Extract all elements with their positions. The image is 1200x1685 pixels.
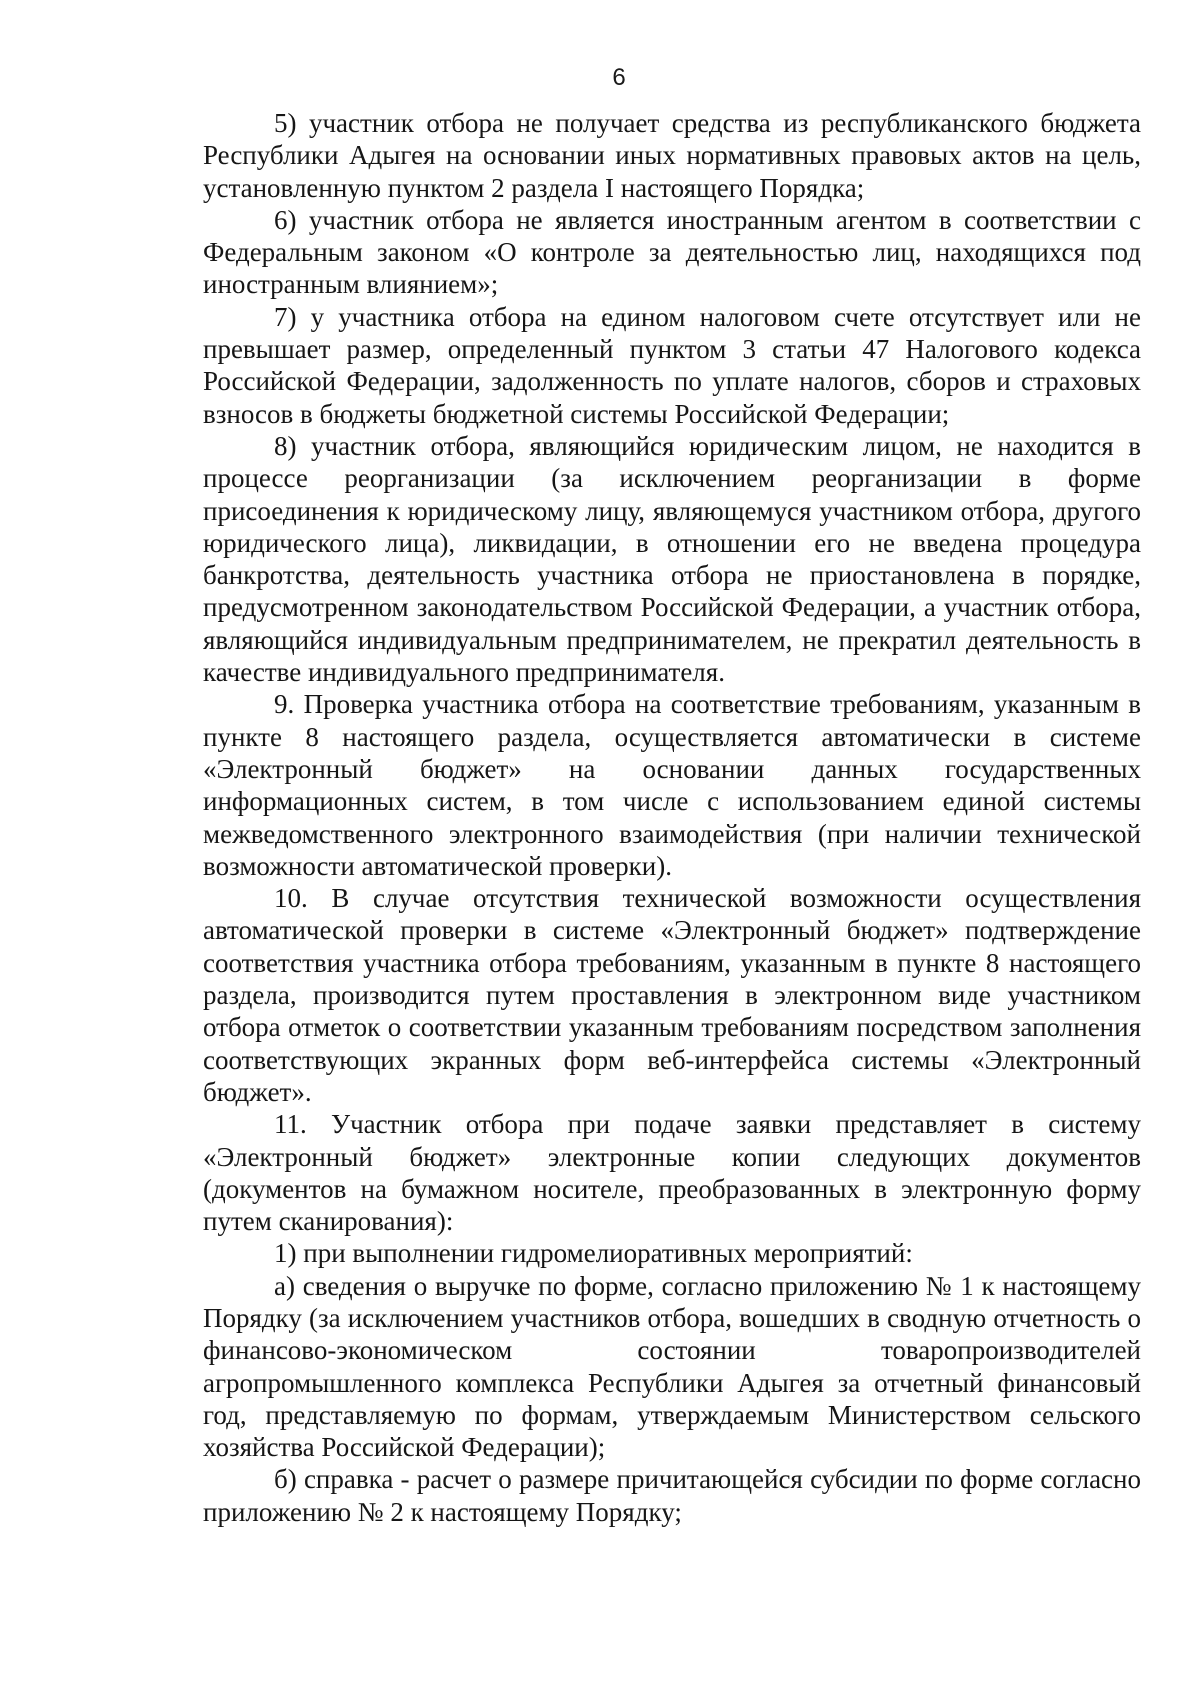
paragraph-clause-11-item-1: 1) при выполнении гидромелиоративных мероприятий: (274, 1238, 913, 1269)
paragraph-item-7: 7) у участника отбора на едином налоговом счете отсутствует или не превышает размер, определенный пунктом 3 статьи 47 Налогового кодекса Российской Федерации, задолженность по уплате налогов, сборов и страховых взносов в бюджеты бюджетной системы Российской Федерации; (203, 301, 1141, 429)
paragraph-clause-10: 10. В случае отсутствия технической возможности осуществления автоматической проверки в системе «Электронный бюджет» подтверждение соответствия участника отбора требованиям, указанным в пункте 8 настоящего раздела, производится путем проставления в электронном виде участником отбора отметок о соответствии указанным требованиям посредством заполнения соответствующих экранных форм веб-интерфейса системы «Электронный бюджет». (203, 883, 1141, 1107)
paragraph-item-5: 5) участник отбора не получает средства из республиканского бюджета Республики Адыгея на основании иных нормативных правовых актов на цель, установленную пунктом 2 раздела I настоящего Порядка; (203, 108, 1141, 203)
paragraph-item-6: 6) участник отбора не является иностранным агентом в соответствии с Федеральным законом «О контроле за деятельностью лиц, находящихся под иностранным влиянием»; (203, 204, 1141, 300)
paragraph-clause-9: 9. Проверка участника отбора на соответствие требованиям, указанным в пункте 8 настоящего раздела, осуществляется автоматически в системе «Электронный бюджет» на основании данных государственных информационных систем, в том числе с использованием единой системы межведомственного электронного взаимодействия (при наличии технической возможности автоматической проверки). (203, 689, 1141, 881)
paragraph-item-8: 8) участник отбора, являющийся юридическим лицом, не находится в процессе реорганизации (за исключением реорганизации в форме присоединения к юридическому лицу, являющемуся участником отбора, другого юридического лица), ликвидации, в отношении его не введена процедура банкротства, деятельность участника отбора не приостановлена в порядке, предусмотренном законодательством Российской Федерации, а участник отбора, являющийся индивидуальным предпринимателем, не прекратил деятельность в качестве индивидуального предпринимателя. (203, 430, 1141, 688)
page-number: 6 (612, 64, 626, 91)
paragraph-clause-11-item-1a: а) сведения о выручке по форме, согласно приложению № 1 к настоящему Порядку (за исключением участников отбора, вошедших в сводную отчетность о финансово-экономическом состоянии товаропроизводителей агропромышленного комплекса Республики Адыгея за отчетный финансовый год, представляемую по формам, утверждаемым Министерством сельского хозяйства Российской Федерации); (203, 1270, 1141, 1463)
document-body (203, 107, 1141, 1528)
paragraph-clause-11: 11. Участник отбора при подаче заявки представляет в систему «Электронный бюджет» электронные копии следующих документов (документов на бумажном носителе, преобразованных в электронную форму путем сканирования): (203, 1109, 1141, 1237)
paragraph-clause-11-item-1b: б) справка - расчет о размере причитающейся субсидии по форме согласно приложению № 2 к настоящему Порядку; (203, 1464, 1141, 1527)
